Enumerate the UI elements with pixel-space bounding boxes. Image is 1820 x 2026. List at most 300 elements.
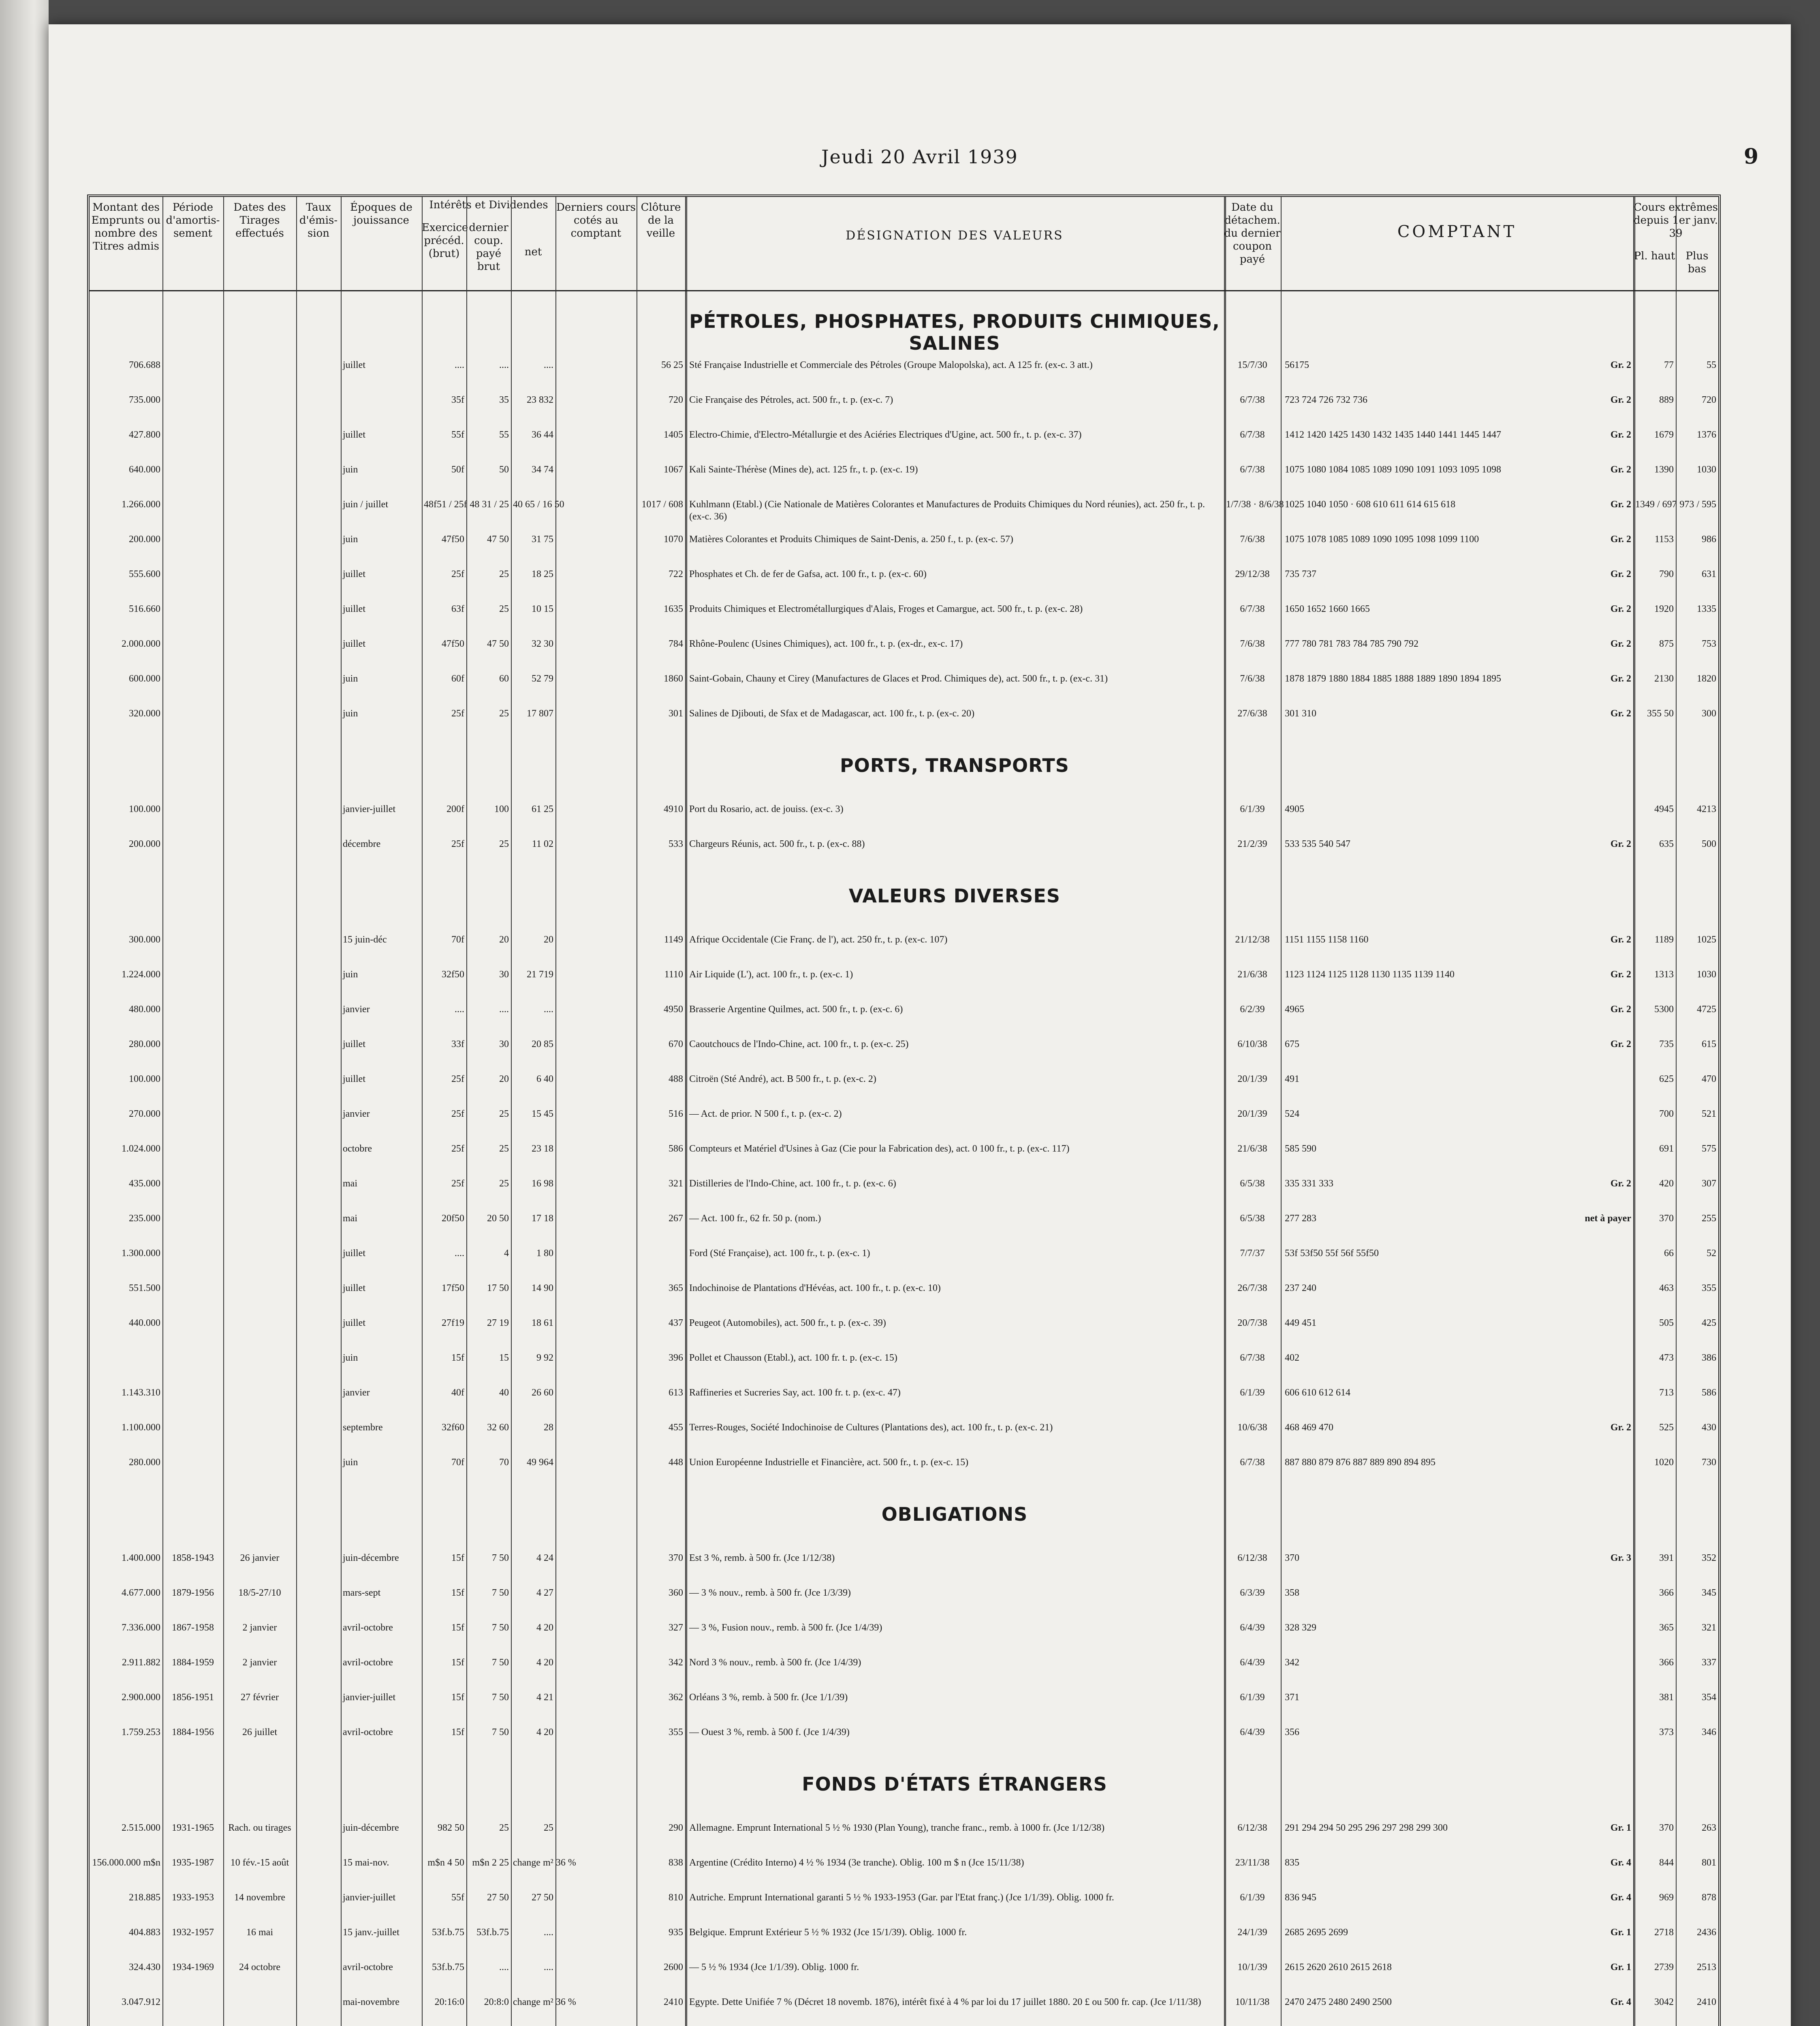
cell-haut: 1920: [1654, 604, 1674, 614]
cell-dates: 27 février: [241, 1692, 279, 1703]
cell-gr: Gr. 2: [1610, 1422, 1631, 1433]
cell-net: 4 27: [536, 1588, 553, 1598]
cell-cloture: 56 25: [661, 360, 683, 370]
col-exercice: Exercice précéd. (brut): [422, 222, 468, 260]
cell-net: 11 02: [532, 839, 553, 849]
cell-exercice: 15f: [451, 1727, 464, 1737]
cell-bas: 300: [1702, 708, 1716, 719]
cell-bas: 346: [1702, 1727, 1716, 1737]
cell-cloture: 586: [669, 1143, 683, 1154]
cell-comptant: 2470 2475 2480 2490 2500: [1285, 1997, 1392, 2007]
cell-brut: 20:8:0: [484, 1997, 509, 2007]
cell-designation: Ford (Sté Française), act. 100 fr., t. p. (ex-c. 1): [689, 1248, 870, 1259]
cell-date: 10/6/38: [1237, 1422, 1267, 1433]
cell-date: 6/10/38: [1237, 1039, 1267, 1049]
cell-date: 1/7/38 · 8/6/38: [1226, 499, 1284, 510]
cell-comptant: 356: [1285, 1727, 1299, 1737]
cell-date: 7/6/38: [1240, 639, 1265, 649]
cell-montant: 280.000: [129, 1457, 160, 1468]
book-spine: [0, 0, 49, 2026]
cell-comptant: 370: [1285, 1553, 1299, 1563]
cell-montant: 1.266.000: [122, 499, 160, 510]
cell-brut: 27 50: [487, 1892, 509, 1903]
cell-exercice: 60f: [451, 673, 464, 684]
cell-date: 23/11/38: [1235, 1857, 1270, 1868]
cell-exercice: 15f: [451, 1692, 464, 1703]
cell-cloture: 342: [669, 1657, 683, 1668]
cell-comptant: 1151 1155 1158 1160: [1285, 934, 1369, 945]
cell-epoque: juin: [343, 969, 358, 980]
cell-exercice: 63f: [451, 604, 464, 614]
cell-designation: Saint-Gobain, Chauny et Cirey (Manufactures de Glaces et Prod. Chimiques de), act. 500 fr., t. p. (ex-c. 31): [689, 673, 1108, 684]
cell-designation: Argentine (Crédito Interno) 4 ½ % 1934 (3e tranche). Oblig. 100 m $ n (Jce 15/11/38): [689, 1857, 1024, 1868]
cell-cloture: 437: [669, 1318, 683, 1328]
cell-date: 29/12/38: [1235, 569, 1270, 579]
cell-cloture: 1017 / 608: [641, 499, 683, 510]
cell-gr: Gr. 2: [1610, 534, 1631, 545]
cell-brut: ....: [499, 360, 509, 370]
cell-comptant: 491: [1285, 1074, 1299, 1084]
section-title: VALEURS DIVERSES: [848, 885, 1061, 907]
cell-bas: 1335: [1697, 604, 1716, 614]
cell-net: 18 61: [532, 1318, 553, 1328]
cell-date: 20/1/39: [1237, 1109, 1267, 1119]
cell-brut: 7 50: [492, 1657, 509, 1668]
cell-comptant: 277 283: [1285, 1213, 1316, 1224]
cell-bas: 345: [1702, 1588, 1716, 1598]
cell-date: 7/6/38: [1240, 534, 1265, 545]
cell-designation: Indochinoise de Plantations d'Hévéas, act. 100 fr., t. p. (ex-c. 10): [689, 1283, 941, 1293]
cell-date: 21/12/38: [1235, 934, 1270, 945]
col-taux: Taux d'émis-sion: [299, 201, 338, 239]
cell-net: 10 15: [532, 604, 553, 614]
table-row: [90, 1622, 1718, 1656]
cell-date: 15/7/30: [1237, 360, 1267, 370]
cell-dates: 16 mai: [246, 1927, 273, 1938]
cell-periode: 1884-1959: [172, 1657, 214, 1668]
cell-designation: — Act. de prior. N 500 f., t. p. (ex-c. 2): [689, 1109, 842, 1119]
cell-epoque: janvier-juillet: [343, 1892, 396, 1903]
cell-epoque: janvier: [343, 1387, 370, 1398]
cell-dates: Rach. ou tirages: [228, 1823, 291, 1833]
cell-haut: 77: [1664, 360, 1674, 370]
cell-bas: 801: [1702, 1857, 1716, 1868]
cell-epoque: juillet: [343, 639, 365, 649]
cell-net: ....: [544, 360, 553, 370]
cell-designation: Brasserie Argentine Quilmes, act. 500 fr., t. p. (ex-c. 6): [689, 1004, 903, 1015]
table-row: [90, 1822, 1718, 1857]
table-row: [90, 1073, 1718, 1108]
cell-bas: 500: [1702, 839, 1716, 849]
cell-haut: 1153: [1654, 534, 1674, 545]
cell-gr: net à payer: [1585, 1213, 1631, 1224]
cell-brut: 25: [499, 1143, 509, 1154]
cell-brut: 35: [499, 395, 509, 405]
cell-exercice: m$n 4 50: [427, 1857, 464, 1868]
col-cours-extremes: Cours extrêmes depuis 1er janv. 39: [1633, 201, 1718, 239]
cell-montant: 555.600: [129, 569, 160, 579]
cell-epoque: juillet: [343, 430, 365, 440]
cell-date: 10/11/38: [1235, 1997, 1270, 2007]
cell-bas: 55: [1707, 360, 1716, 370]
cell-cloture: 362: [669, 1692, 683, 1703]
cell-cloture: 935: [669, 1927, 683, 1938]
cell-haut: 635: [1659, 839, 1674, 849]
cell-montant: 100.000: [129, 1074, 160, 1084]
page-date: Jeudi 20 Avril 1939: [821, 146, 1018, 168]
cell-designation: — Act. 100 fr., 62 fr. 50 p. (nom.): [689, 1213, 821, 1224]
cell-cloture: 1405: [664, 430, 683, 440]
cell-bas: 1820: [1697, 673, 1716, 684]
cell-dates: 26 janvier: [240, 1553, 280, 1563]
cell-brut: 30: [499, 969, 509, 980]
cell-epoque: juin: [343, 673, 358, 684]
cell-cloture: 488: [669, 1074, 683, 1084]
cell-epoque: juillet: [343, 1318, 365, 1328]
cell-date: 6/7/38: [1240, 1353, 1265, 1363]
cell-epoque: juillet: [343, 360, 365, 370]
cell-net: 9 92: [536, 1353, 553, 1363]
cell-comptant: 887 880 879 876 887 889 890 894 895: [1285, 1457, 1435, 1468]
cell-exercice: 982 50: [438, 1823, 464, 1833]
cell-brut: 7 50: [492, 1727, 509, 1737]
cell-exercice: 48f51 / 25f: [424, 499, 467, 510]
cell-brut: 25: [499, 604, 509, 614]
cell-bas: 470: [1702, 1074, 1716, 1084]
cell-dates: 10 fév.-15 août: [230, 1857, 289, 1868]
cell-haut: 3042: [1654, 1997, 1674, 2007]
cell-periode: 1931-1965: [172, 1823, 214, 1833]
cell-haut: 355 50: [1647, 708, 1674, 719]
table-row: [90, 673, 1718, 707]
cell-comptant: 1878 1879 1880 1884 1885 1888 1889 1890 1894 1895: [1285, 673, 1501, 684]
cell-haut: 2718: [1654, 1927, 1674, 1938]
cell-exercice: 32f50: [442, 969, 464, 980]
cell-cloture: 2410: [664, 1997, 683, 2007]
cell-epoque: octobre: [343, 1143, 372, 1154]
cell-net: ....: [544, 1004, 553, 1015]
cell-net: 6 40: [536, 1074, 553, 1084]
table-row: [90, 568, 1718, 603]
cell-montant: 1.300.000: [122, 1248, 160, 1259]
cell-haut: 4945: [1654, 804, 1674, 814]
cell-epoque: janvier: [343, 1109, 370, 1119]
cell-cloture: 810: [669, 1892, 683, 1903]
cell-haut: 370: [1659, 1823, 1674, 1833]
cell-date: 6/2/39: [1240, 1004, 1265, 1015]
cell-periode: 1867-1958: [172, 1622, 214, 1633]
cell-comptant: 606 610 612 614: [1285, 1387, 1350, 1398]
cell-montant: 1.224.000: [122, 969, 160, 980]
cell-net: 40 65 / 16 50: [513, 499, 564, 510]
cell-brut: 7 50: [492, 1553, 509, 1563]
cell-montant: 235.000: [129, 1213, 160, 1224]
cell-exercice: 55f: [451, 430, 464, 440]
cell-cloture: 1067: [664, 464, 683, 475]
cell-montant: 435.000: [129, 1178, 160, 1189]
cell-cloture: 327: [669, 1622, 683, 1633]
cell-haut: 373: [1659, 1727, 1674, 1737]
cell-net: 4 24: [536, 1553, 553, 1563]
cell-montant: 1.143.310: [122, 1387, 160, 1398]
cell-cloture: 670: [669, 1039, 683, 1049]
cell-date: 20/1/39: [1237, 1074, 1267, 1084]
table-row: [90, 359, 1718, 394]
col-interets: Intérêts et Dividendes: [429, 199, 548, 211]
cell-designation: Chargeurs Réunis, act. 500 fr., t. p. (ex-c. 88): [689, 839, 865, 849]
table-row: [90, 1587, 1718, 1622]
cell-brut: 70: [499, 1457, 509, 1468]
cell-comptant: 449 451: [1285, 1318, 1316, 1328]
cell-date: 6/7/38: [1240, 604, 1265, 614]
cell-comptant: 524: [1285, 1109, 1299, 1119]
cell-epoque: juin-décembre: [343, 1553, 399, 1563]
table-row: [90, 1038, 1718, 1073]
cell-exercice: 15f: [451, 1657, 464, 1668]
section-title: OBLIGATIONS: [881, 1503, 1028, 1525]
cell-net: 23 832: [527, 395, 553, 405]
cell-exercice: 20:16:0: [434, 1997, 464, 2007]
cell-epoque: janvier: [343, 1004, 370, 1015]
cell-periode: 1932-1957: [172, 1927, 214, 1938]
cell-epoque: juin-décembre: [343, 1823, 399, 1833]
cell-montant: 280.000: [129, 1039, 160, 1049]
cell-designation: Orléans 3 %, remb. à 500 fr. (Jce 1/1/39): [689, 1692, 848, 1703]
cell-net: 20: [544, 934, 553, 945]
cell-haut: 66: [1664, 1248, 1674, 1259]
table-row: [90, 1656, 1718, 1691]
cell-montant: 2.515.000: [122, 1823, 160, 1833]
cell-montant: 735.000: [129, 395, 160, 405]
cell-haut: 700: [1659, 1109, 1674, 1119]
cell-bas: 2436: [1697, 1927, 1716, 1938]
cell-designation: Citroën (Sté André), act. B 500 fr., t. p. (ex-c. 2): [689, 1074, 876, 1084]
cell-periode: 1933-1953: [172, 1892, 214, 1903]
cell-haut: 1390: [1654, 464, 1674, 475]
cell-montant: 320.000: [129, 708, 160, 719]
cell-bas: 631: [1702, 569, 1716, 579]
cell-comptant: 4965: [1285, 1004, 1304, 1015]
cell-haut: 473: [1659, 1353, 1674, 1363]
cell-brut: 100: [494, 804, 509, 814]
cell-gr: Gr. 2: [1610, 673, 1631, 684]
cell-designation: Autriche. Emprunt International garanti 5 ½ % 1933-1953 (Gar. par l'Etat franç.) (Jce 1/1/39). Oblig. 1000 fr.: [689, 1892, 1114, 1903]
cell-epoque: juillet: [343, 604, 365, 614]
cell-haut: 844: [1659, 1857, 1674, 1868]
cell-date: 6/7/38: [1240, 1457, 1265, 1468]
cell-exercice: 20f50: [442, 1213, 464, 1224]
cell-designation: — Ouest 3 %, remb. à 500 f. (Jce 1/4/39): [689, 1727, 850, 1737]
cell-exercice: 25f: [451, 839, 464, 849]
cell-net: change m² 36 %: [513, 1997, 576, 2007]
cell-haut: 1679: [1654, 430, 1674, 440]
cell-comptant: 371: [1285, 1692, 1299, 1703]
cell-net: 25: [544, 1823, 553, 1833]
cell-epoque: 15 juin-déc: [343, 934, 387, 945]
table-row: [90, 1108, 1718, 1143]
cell-brut: 47 50: [487, 534, 509, 545]
cell-epoque: juillet: [343, 569, 365, 579]
cell-cloture: 1070: [664, 534, 683, 545]
cell-gr: Gr. 2: [1610, 604, 1631, 614]
cell-date: 6/1/39: [1240, 1892, 1265, 1903]
cell-exercice: 15f: [451, 1588, 464, 1598]
cell-net: 16 98: [532, 1178, 553, 1189]
cell-haut: 735: [1659, 1039, 1674, 1049]
cell-brut: 55: [499, 430, 509, 440]
cell-designation: Allemagne. Emprunt International 5 ½ % 1930 (Plan Young), tranche franc., remb. à 1000 fr. (Jce 1/12/38): [689, 1823, 1105, 1833]
cell-comptant: 835: [1285, 1857, 1299, 1868]
cell-gr: Gr. 2: [1610, 969, 1631, 980]
col-periode: Période d'amortis-sement: [166, 201, 220, 239]
cell-date: 6/12/38: [1237, 1823, 1267, 1833]
cell-periode: 1858-1943: [172, 1553, 214, 1563]
section-title: PÉTROLES, PHOSPHATES, PRODUITS CHIMIQUES, SALINES: [689, 310, 1220, 354]
cell-date: 7/7/37: [1240, 1248, 1265, 1259]
cell-comptant: 1650 1652 1660 1665: [1285, 604, 1370, 614]
cell-designation: Nord 3 % nouv., remb. à 500 fr. (Jce 1/4/39): [689, 1657, 861, 1668]
newspaper-page: [49, 24, 1791, 2026]
cell-haut: 969: [1659, 1892, 1674, 1903]
cell-cloture: 448: [669, 1457, 683, 1468]
cell-comptant: 342: [1285, 1657, 1299, 1668]
cell-epoque: avril-octobre: [343, 1622, 393, 1633]
cell-bas: 586: [1702, 1387, 1716, 1398]
cell-brut: 7 50: [492, 1692, 509, 1703]
cell-exercice: 47f50: [442, 534, 464, 545]
cell-designation: Air Liquide (L'), act. 100 fr., t. p. (ex-c. 1): [689, 969, 853, 980]
cell-cloture: 360: [669, 1588, 683, 1598]
table-row: [90, 1456, 1718, 1491]
cell-haut: 1349 / 697: [1635, 499, 1677, 510]
cell-gr: Gr. 2: [1610, 639, 1631, 649]
cell-net: 14 90: [532, 1283, 553, 1293]
cell-net: 61 25: [532, 804, 553, 814]
cell-cloture: 1149: [664, 934, 683, 945]
col-cloture: Clôture de la veille: [641, 201, 681, 239]
page-number: 9: [1743, 144, 1758, 169]
cell-date: 10/1/39: [1237, 1962, 1267, 1973]
cell-date: 6/3/39: [1240, 1588, 1265, 1598]
cell-net: 17 807: [527, 708, 553, 719]
cell-brut: ....: [499, 1962, 509, 1973]
cell-gr: Gr. 3: [1610, 1553, 1631, 1563]
cell-net: 17 18: [532, 1213, 553, 1224]
cell-cloture: 365: [669, 1283, 683, 1293]
cell-brut: 60: [499, 673, 509, 684]
cell-bas: 615: [1702, 1039, 1716, 1049]
cell-date: 26/7/38: [1237, 1283, 1267, 1293]
cell-bas: 1030: [1697, 464, 1716, 475]
cell-montant: 100.000: [129, 804, 160, 814]
cell-cloture: 533: [669, 839, 683, 849]
cell-epoque: janvier-juillet: [343, 804, 396, 814]
cell-haut: 2130: [1654, 673, 1674, 684]
cell-exercice: ....: [455, 1004, 464, 1015]
cell-exercice: 27f19: [442, 1318, 464, 1328]
table-row: [90, 1317, 1718, 1352]
cell-brut: 47 50: [487, 639, 509, 649]
table-row: [90, 1421, 1718, 1456]
cell-haut: 391: [1659, 1553, 1674, 1563]
cell-montant: 1.759.253: [122, 1727, 160, 1737]
cell-brut: 32 60: [487, 1422, 509, 1433]
cell-exercice: 40f: [451, 1387, 464, 1398]
cell-exercice: 25f: [451, 1109, 464, 1119]
cell-bas: 575: [1702, 1143, 1716, 1154]
cell-comptant: 723 724 726 732 736: [1285, 395, 1367, 405]
cell-date: 21/6/38: [1237, 969, 1267, 980]
cell-haut: 1189: [1654, 934, 1674, 945]
cell-brut: 25: [499, 839, 509, 849]
cell-epoque: avril-octobre: [343, 1657, 393, 1668]
cell-designation: Phosphates et Ch. de fer de Gafsa, act. 100 fr., t. p. (ex-c. 60): [689, 569, 927, 579]
quotation-table: [87, 194, 1721, 2026]
table-row: [90, 1857, 1718, 1891]
cell-exercice: ....: [455, 360, 464, 370]
cell-haut: 5300: [1654, 1004, 1674, 1015]
cell-bas: 354: [1702, 1692, 1716, 1703]
table-row: [90, 394, 1718, 429]
cell-periode: 1856-1951: [172, 1692, 214, 1703]
cell-haut: 463: [1659, 1283, 1674, 1293]
cell-comptant: 4905: [1285, 804, 1304, 814]
cell-bas: 52: [1707, 1248, 1716, 1259]
cell-haut: 525: [1659, 1422, 1674, 1433]
cell-haut: 625: [1659, 1074, 1674, 1084]
cell-net: 21 719: [527, 969, 553, 980]
cell-gr: Gr. 2: [1610, 395, 1631, 405]
cell-brut: 53f.b.75: [476, 1927, 509, 1938]
cell-net: 32 30: [532, 639, 553, 649]
cell-bas: 430: [1702, 1422, 1716, 1433]
col-dates: Dates des Tirages effectués: [233, 201, 286, 239]
cell-gr: Gr. 4: [1610, 1857, 1631, 1868]
cell-brut: 50: [499, 464, 509, 475]
cell-brut: 4: [504, 1248, 509, 1259]
cell-gr: Gr. 2: [1610, 1004, 1631, 1015]
cell-periode: 1935-1987: [172, 1857, 214, 1868]
cell-cloture: 720: [669, 395, 683, 405]
cell-montant: 2.911.882: [122, 1657, 160, 1668]
cell-montant: 324.430: [129, 1962, 160, 1973]
cell-haut: 875: [1659, 639, 1674, 649]
cell-net: 23 18: [532, 1143, 553, 1154]
cell-bas: 4725: [1697, 1004, 1716, 1015]
cell-gr: Gr. 2: [1610, 1178, 1631, 1189]
cell-cloture: 784: [669, 639, 683, 649]
cell-epoque: juillet: [343, 1074, 365, 1084]
cell-gr: Gr. 4: [1610, 1997, 1631, 2007]
cell-montant: 2.000.000: [122, 639, 160, 649]
cell-epoque: avril-octobre: [343, 1962, 393, 1973]
cell-comptant: 291 294 294 50 295 296 297 298 299 300: [1285, 1823, 1448, 1833]
table-row: [90, 464, 1718, 498]
cell-epoque: avril-octobre: [343, 1727, 393, 1737]
cell-epoque: juin: [343, 1457, 358, 1468]
table-row: [90, 603, 1718, 638]
cell-montant: 3.047.912: [122, 1997, 160, 2007]
cell-gr: Gr. 2: [1610, 499, 1631, 510]
cell-montant: 600.000: [129, 673, 160, 684]
cell-date: 7/6/38: [1240, 673, 1265, 684]
cell-montant: 480.000: [129, 1004, 160, 1015]
cell-date: 6/4/39: [1240, 1657, 1265, 1668]
cell-epoque: 15 janv.-juillet: [343, 1927, 399, 1938]
col-designation: DÉSIGNATION DES VALEURS: [846, 229, 1064, 243]
cell-designation: Terres-Rouges, Société Indochinoise de Cultures (Plantations des), act. 100 fr., t. p. (ex-c. 21): [689, 1422, 1053, 1433]
cell-comptant: 1075 1080 1084 1085 1089 1090 1091 1093 1095 1098: [1285, 464, 1501, 475]
